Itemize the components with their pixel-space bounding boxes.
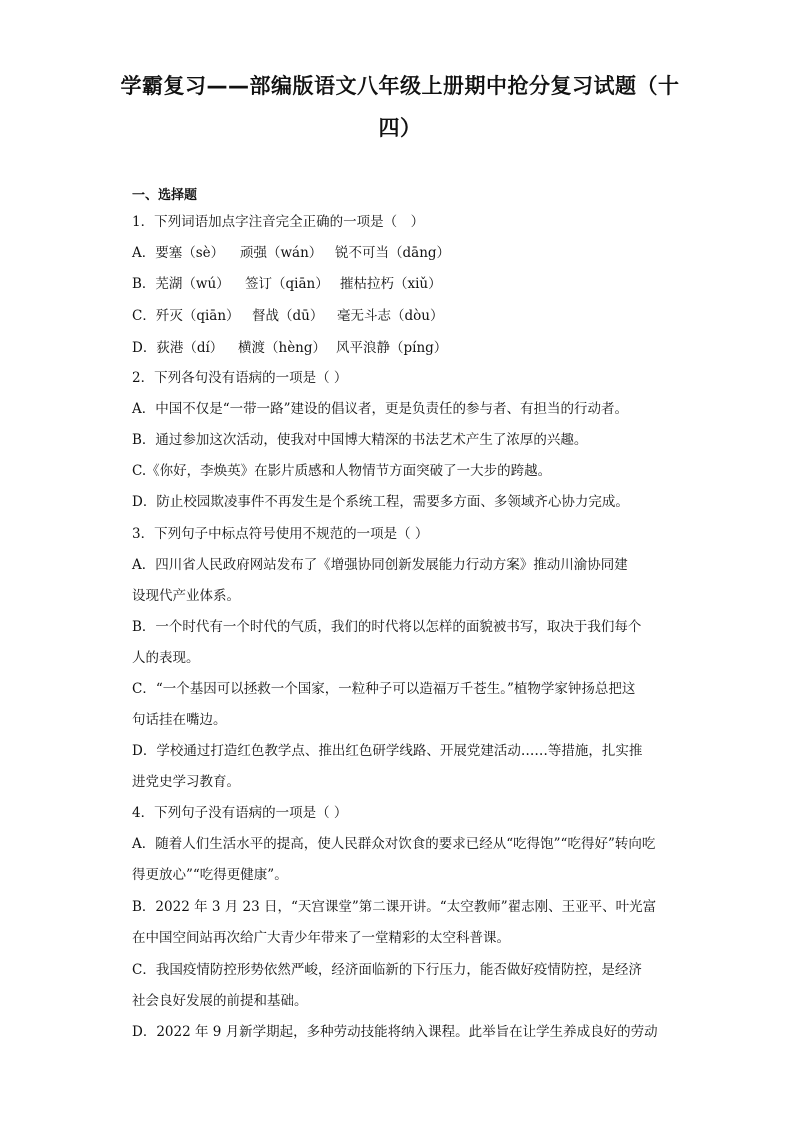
q1-option-a-2: 顽强（wán） — [240, 245, 323, 261]
q2-option-c: C.《你好，李焕英》在影片质感和人物情节方面突破了一大步的跨越。 — [132, 463, 552, 479]
q4-option-a-line-2: 得更放心”“吃得更健康”。 — [132, 867, 288, 883]
q1-option-b-1: B．芜湖（wú） — [132, 276, 230, 292]
page-title-line-2: 四） — [378, 116, 422, 140]
q4-option-d-line-1: D．2022 年 9 月新学期起，多种劳动技能将纳入课程。此举旨在让学生养成良好的劳动 — [132, 1024, 658, 1040]
q3-option-d-line-2: 进党史学习教育。 — [132, 774, 240, 790]
q4-option-c-line-2: 社会良好发展的前提和基础。 — [132, 993, 308, 1009]
q3-option-c-line-2: 句话挂在嘴边。 — [132, 712, 227, 728]
q1-option-c-2: 督战（dū） — [252, 308, 324, 324]
section-heading: 一、选择题 — [132, 188, 198, 203]
question-1-stem: 1．下列词语加点字注音完全正确的一项是（ ） — [132, 214, 425, 230]
q2-option-d: D．防止校园欺凌事件不再发生是个系统工程，需要多方面、多领域齐心协力完成。 — [132, 494, 629, 510]
q1-option-d-1: D．荻港（dí） — [132, 340, 224, 356]
q3-option-a-line-2: 设现代产业体系。 — [132, 588, 240, 604]
q1-option-c-3: 毫无斗志（dòu） — [337, 308, 444, 324]
q1-option-a-3: 锐不可当（dāng） — [335, 245, 451, 261]
q3-option-c-line-1: C．“一个基因可以拯救一个国家，一粒种子可以造福万千苍生。”植物学家钟扬总把这 — [132, 681, 636, 697]
q1-option-d-3: 风平浪静（píng） — [336, 340, 448, 356]
q1-option-c-1: C．歼灭（qiān） — [132, 308, 240, 324]
q1-option-b-3: 摧枯拉朽（xiǔ） — [340, 276, 442, 292]
q3-option-b-line-1: B．一个时代有一个时代的气质，我们的时代将以怎样的面貌被书写，取决于我们每个 — [132, 619, 642, 635]
q1-option-a-1: A．要塞（sè） — [132, 245, 225, 261]
q2-option-b: B．通过参加这次活动，使我对中国博大精深的书法艺术产生了浓厚的兴趣。 — [132, 432, 588, 448]
q3-option-d-line-1: D．学校通过打造红色教学点、推出红色研学线路、开展党建活动……等措施，扎实推 — [132, 743, 643, 759]
q3-option-a-line-1: A．四川省人民政府网站发布了《增强协同创新发展能力行动方案》推动川渝协同建 — [132, 557, 628, 573]
q4-option-c-line-1: C．我国疫情防控形势依然严峻，经济面临新的下行压力，能否做好疫情防控，是经济 — [132, 962, 642, 978]
question-2-stem: 2．下列各句没有语病的一项是（ ） — [132, 370, 348, 386]
q4-option-b-line-1: B．2022 年 3 月 23 日，“天宫课堂”第二课开讲。“太空教师”翟志刚、王亚平、叶光富 — [132, 899, 657, 915]
question-3-stem: 3．下列句子中标点符号使用不规范的一项是（ ） — [132, 526, 429, 542]
q4-option-b-line-2: 在中国空间站再次给广大青少年带来了一堂精彩的太空科普课。 — [132, 930, 510, 946]
q2-option-a: A．中国不仅是“一带一路”建设的倡议者，更是负责任的参与者、有担当的行动者。 — [132, 401, 629, 417]
q1-option-d-2: 横渡（hèng） — [238, 340, 327, 356]
q4-option-a-line-1: A．随着人们生活水平的提高，使人民群众对饮食的要求已经从“吃得饱”“吃得好”转向吃 — [132, 836, 656, 852]
question-4-stem: 4．下列句子没有语病的一项是（ ） — [132, 805, 348, 821]
page-title-line-1: 学霸复习——部编版语文八年级上册期中抢分复习试题（十 — [120, 74, 680, 98]
q1-option-b-2: 签订（qiān） — [245, 276, 329, 292]
q3-option-b-line-2: 人的表现。 — [132, 650, 200, 666]
